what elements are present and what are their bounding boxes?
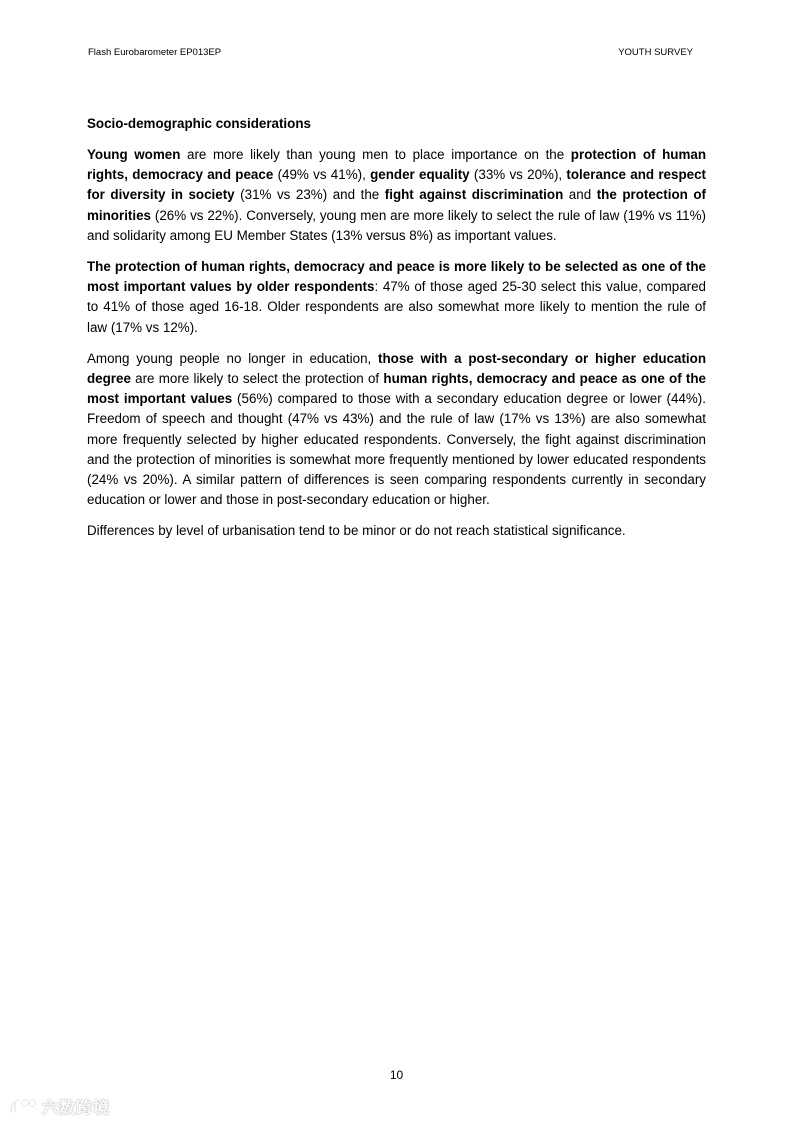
text-run: (26% vs 22%). Conversely, young men are more likely to select the rule of law (19% vs 11%) and solidarity among EU Member States (13% versus 8%) as important values.: [87, 207, 706, 243]
text-run: (56%) compared to those with a secondary education degree or lower (44%). Freedom of speech and thought (47% vs 43%) and the rule of law (17% vs 13%) are also somewhat more frequently selected by higher educated respondents. Conversely, the fight against discrimination and the protection of minorities is somewhat more frequently mentioned by lower educated respondents (24% vs 20%). A similar pattern of differences is seen comparing respondents currently in secondary education or lower and those in post-secondary education or higher.: [87, 391, 706, 508]
section-heading: Socio-demographic considerations: [87, 116, 311, 131]
text-bold: protection of human rights, democracy and peace: [87, 147, 706, 183]
text-run: (31% vs 23%) and the: [234, 187, 385, 203]
text-run: and: [563, 187, 597, 203]
watermark: [8, 1094, 110, 1118]
text-run: (33% vs 20%),: [469, 167, 567, 183]
text-run: Differences by level of urbanisation tend to be minor or do not reach statistical significance.: [87, 523, 626, 539]
text-bold: tolerance and respect for diversity in society: [87, 167, 706, 203]
paragraph-urbanisation: [87, 521, 706, 541]
text-run: Among young people no longer in education,: [87, 350, 379, 366]
text-bold: Young women: [87, 147, 181, 162]
header-report-title: Flash Eurobarometer EP013EP: [88, 47, 222, 58]
text-bold: gender equality: [370, 167, 470, 183]
paragraph-education: [87, 349, 706, 511]
text-bold: human rights, democracy and peace as one of the most important values: [87, 371, 706, 407]
paragraph-age: [87, 257, 706, 338]
header-survey-title: YOUTH SURVEY: [618, 47, 693, 58]
watermark-text: 六数跨境: [42, 1097, 111, 1117]
text-bold: fight against discrimination: [384, 187, 564, 203]
text-bold: the protection of minorities: [87, 187, 706, 223]
text-run: : 47% of those aged 25-30 select this value, compared to 41% of those aged 16-18. Older respondents are also somewhat more likely to mention the rule of law (17% vs 12%).: [87, 279, 707, 335]
paragraph-gender: [87, 145, 706, 246]
text-bold: those with a post-secondary or higher education degree: [87, 350, 707, 387]
text-run: (49% vs 41%),: [273, 167, 371, 183]
document-body: [87, 114, 706, 553]
page-header: [88, 46, 693, 60]
text-run: are more likely than young men to place importance on the: [180, 147, 571, 162]
text-bold: The protection of human rights, democracy and peace is more likely to be selected as one of the most important values by older respondents: [87, 259, 706, 295]
page-number: 10: [389, 1068, 404, 1082]
text-run: are more likely to select the protection of: [130, 371, 384, 387]
watermark-logo-icon: [8, 1096, 38, 1116]
